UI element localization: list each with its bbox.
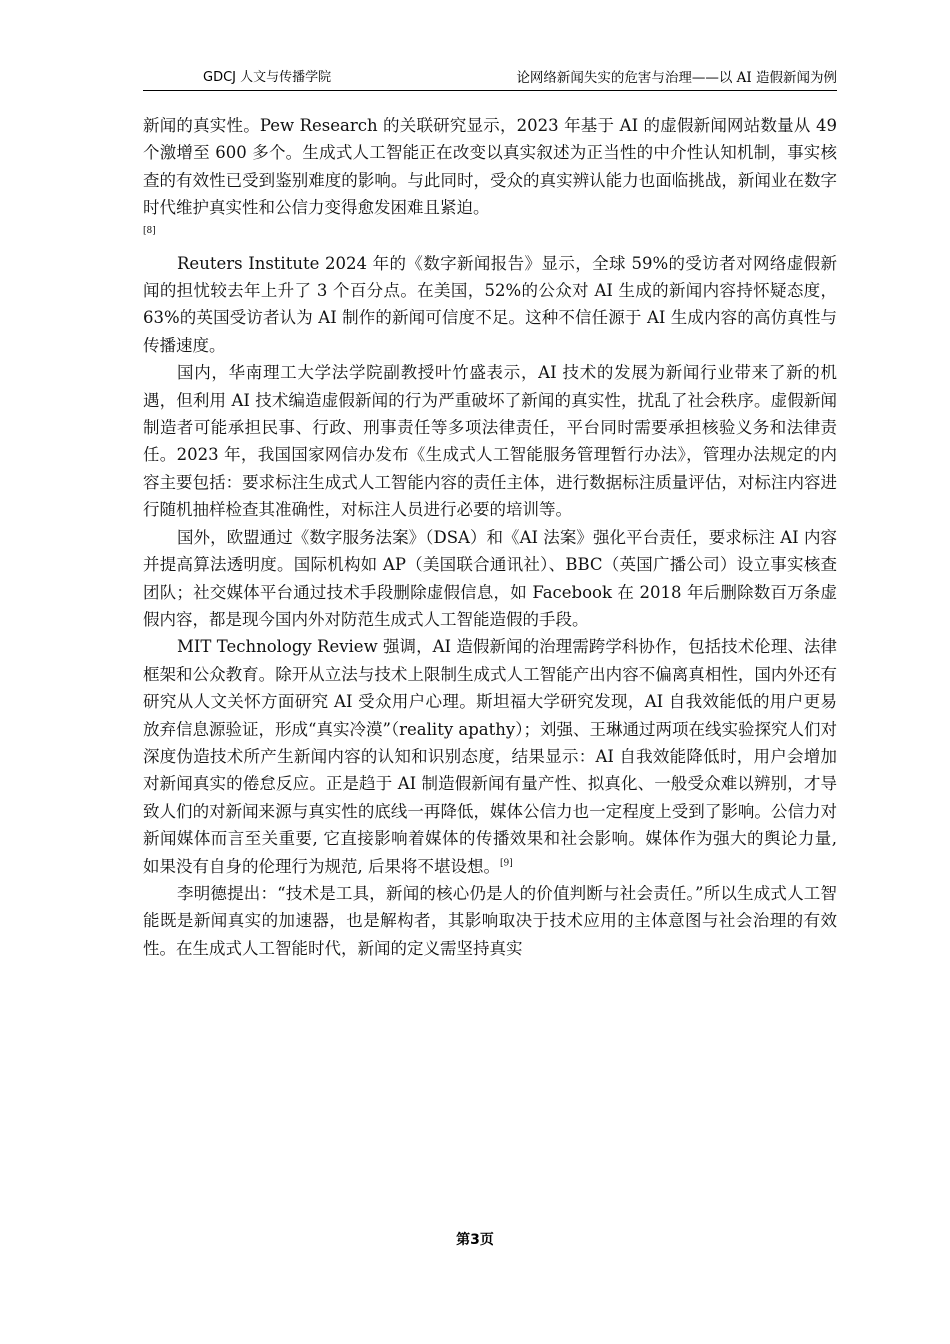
paragraph-6-text: 李明德提出：“技术是工具，新闻的核心仍是人的价值判断与社会责任。”所以生成式人工智能既是新闻真实的加速器，也是解构者，其影响取决于技术应用的主体意图与社会治理的有效性。在生成式人工智能时代，新闻的定义需坚持真实 [143, 883, 837, 958]
paragraph-2-text: Reuters Institute 2024 年的《数字新闻报告》显示，全球 59%的受访者对网络虚假新闻的担忧较去年上升了 3 个百分点。在美国，52%的公众对 AI 生成的新闻内容持怀疑态度，63%的英国受访者认为 AI 制作的新闻可信度不足。这种不信任源于 AI 生成内容的高仿真性与传播速度。 [143, 253, 837, 355]
paragraph-4-text: 国外，欧盟通过《数字服务法案》（DSA）和《AI 法案》强化平台责任，要求标注 AI 内容并提高算法透明度。国际机构如 AP（美国联合通讯社）、BBC（英国广播公司）设立事实核查团队；社交媒体平台通过技术手段删除虚假信息，如 Facebook 在 2018 年后删除数百万条虚假内容，都是现今国内外对防范生成式人工智能造假的手段。 [143, 527, 837, 629]
page-header [143, 62, 837, 91]
paragraph-5-text: MIT Technology Review 强调，AI 造假新闻的治理需跨学科协作，包括技术伦理、法律框架和公众教育。除开从立法与技术上限制生成式人工智能产出内容不偏离真相性，国内外还有研究从人文关怀方面研究 AI 受众用户心理。斯坦福大学研究发现，AI 自我效能低的用户更易放弃信息源验证，形成“真实冷漠”（reality apathy）；刘强、王琳通过两项在线实验探究人们对深度伪造技术所产生新闻内容的认知和识别态度，结果显示：AI 自我效能降低时，用户会增加对新闻真实的倦怠反应。正是趋于 AI 制造假新闻有量产性、拟真化、一般受众难以辨别，才导致人们的对新闻来源与真实性的底线一再降低，媒体公信力也一定程度上受到了影响。公信力对新闻媒体而言至关重要, 它直接影响着媒体的传播效果和社会影响。媒体作为强大的舆论力量, 如果没有自身的伦理行为规范, 后果将不堪设想。 [143, 637, 837, 876]
paragraph-2 [143, 250, 837, 360]
page-number: 第3页 [456, 1232, 494, 1248]
paragraph-3 [143, 359, 837, 523]
paragraph-5 [143, 633, 837, 880]
header-institution: GDCJ 人文与传播学院 [203, 70, 332, 85]
citation-9: [9] [500, 858, 513, 869]
citation-8: [8] [143, 225, 156, 236]
header-paper-title: 论网络新闻失实的危害与治理——以 AI 造假新闻为例 [516, 70, 837, 86]
paragraph-1-text: 新闻的真实性。Pew Research 的关联研究显示，2023 年基于 AI 的虚假新闻网站数量从 49 个激增至 600 多个。生成式人工智能正在改变以真实叙述为正当性的中介性认知机制，事实核查的有效性已受到鉴别难度的影响。与此同时，受众的真实辨认能力也面临挑战，新闻业在数字时代维护真实性和公信力变得愈发困难且紧迫。 [143, 116, 837, 218]
paragraph-6 [143, 880, 837, 962]
paragraph-3-text: 国内，华南理工大学法学院副教授叶竹盛表示，AI 技术的发展为新闻行业带来了新的机遇，但利用 AI 技术编造虚假新闻的行为严重破坏了新闻的真实性，扰乱了社会秩序。虚假新闻制造者可能承担民事、行政、刑事责任等多项法律责任，平台同时需要承担核验义务和法律责任。2023 年，我国国家网信办发布《生成式人工智能服务管理暂行办法》，管理办法规定的内容主要包括：要求标注生成式人工智能内容的责任主体，进行数据标注质量评估，对标注内容进行随机抽样检查其准确性，对标注人员进行必要的培训等。 [143, 363, 837, 520]
paragraph-4 [143, 524, 837, 634]
body-text [143, 112, 837, 962]
paragraph-1 [143, 112, 837, 222]
